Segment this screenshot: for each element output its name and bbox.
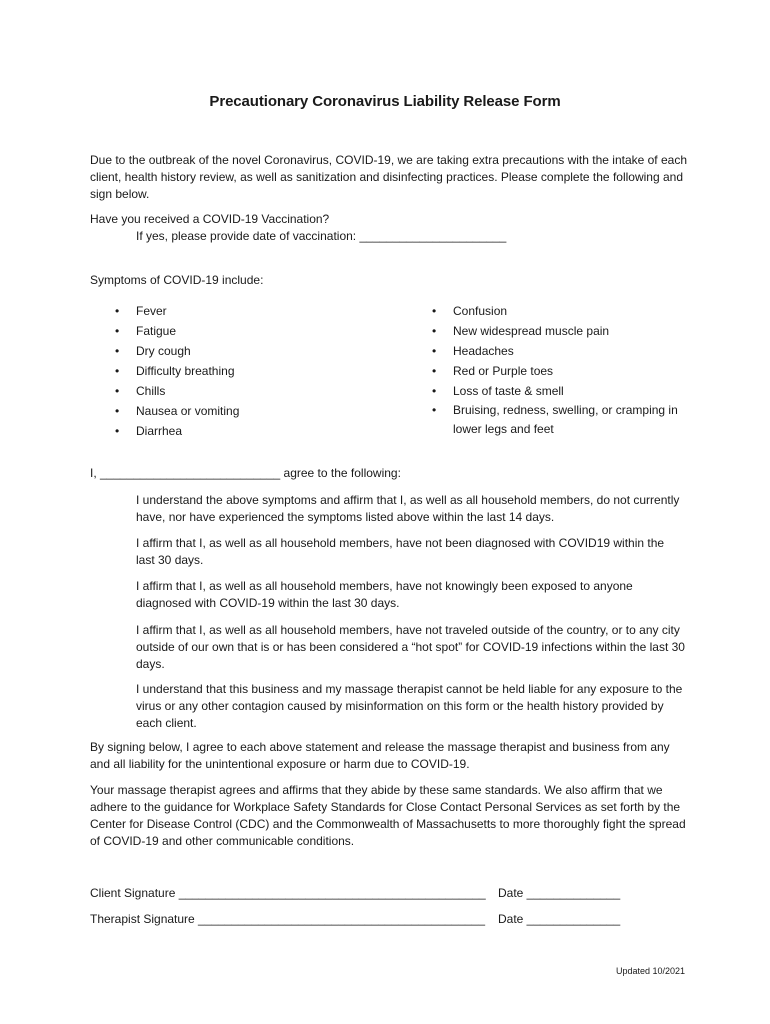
bullet-icon: •	[115, 324, 120, 338]
list-item: • Bruising, redness, swelling, or cramping in lower legs and feet	[432, 403, 678, 436]
bullet-icon: •	[115, 384, 120, 398]
bullet-icon: •	[115, 404, 120, 418]
list-item: • Confusion	[453, 301, 693, 321]
client-signature-line[interactable]: Client Signature ______________________________________________	[90, 886, 486, 900]
bullet-icon: •	[432, 384, 437, 398]
bullet-icon: •	[115, 304, 120, 318]
therapist-date-line[interactable]: Date ______________	[498, 912, 621, 926]
form-title: Precautionary Coronavirus Liability Release Form	[209, 93, 561, 110]
vaccination-date-line[interactable]: If yes, please provide date of vaccination: ______________________	[136, 229, 507, 243]
agree-line[interactable]: I, ___________________________ agree to the following:	[90, 466, 401, 480]
therapist-signature-line[interactable]: Therapist Signature ___________________________________________	[90, 912, 486, 926]
list-item: • Loss of taste & smell	[453, 381, 693, 401]
statement-1: I understand the above symptoms and affirm that I, as well as all household members, do not currently have, nor have experienced the symptoms listed above within the last 14 days.	[136, 493, 680, 524]
therapist-statement: Your massage therapist agrees and affirms that they abide by these same standards. We also affirm that we adhere to the guidance for Workplace Safety Standards for Close Contact Personal Services as set forth by the Center for Disease Control (CDC) and the Commonwealth of Massachusetts to more thoroughly fight the spread of COVID-19 and other communicable conditions.	[90, 783, 686, 848]
signing-statement: By signing below, I agree to each above statement and release the massage therapist and business from any and all liability for the unintentional exposure or harm due to COVID-19.	[90, 740, 670, 771]
vaccination-question: Have you received a COVID-19 Vaccination?	[90, 212, 330, 226]
list-item: • Difficulty breathing	[136, 361, 396, 381]
list-item: • Fatigue	[136, 321, 396, 341]
bullet-icon: •	[432, 364, 437, 378]
statement-5: I understand that this business and my massage therapist cannot be held liable for any exposure to the virus or any other contagion caused by misinformation on this form or the health history provided by each client.	[136, 682, 683, 730]
list-item: • Diarrhea	[136, 421, 396, 441]
statement-3: I affirm that I, as well as all household members, have not knowingly been exposed to anyone diagnosed with COVID-19 within the last 30 days.	[136, 579, 633, 610]
bullet-icon: •	[115, 344, 120, 358]
list-item: • Headaches	[453, 341, 693, 361]
list-item: • Chills	[136, 381, 396, 401]
updated-date: Updated 10/2021	[616, 966, 686, 976]
symptoms-list-left	[115, 301, 396, 441]
list-item: • Dry cough	[136, 341, 396, 361]
intro-paragraph: Due to the outbreak of the novel Coronavirus, COVID-19, we are taking extra precautions with the intake of each client, health history review, as well as sanitization and disinfecting practices. Please complete the following and sign below.	[90, 153, 687, 201]
symptoms-heading: Symptoms of COVID-19 include:	[90, 273, 264, 287]
symptoms-list-right	[432, 301, 693, 439]
list-item: • New widespread muscle pain	[453, 321, 693, 341]
bullet-icon: •	[432, 344, 437, 358]
list-item: • Fever	[136, 301, 396, 321]
bullet-icon: •	[115, 424, 120, 438]
statement-4: I affirm that I, as well as all household members, have not traveled outside of the country, or to any city outside of our own that is or has been considered a “hot spot” for COVID-19 infections within the last 30 days.	[136, 623, 685, 671]
list-item: • Red or Purple toes	[453, 361, 693, 381]
client-date-line[interactable]: Date ______________	[498, 886, 621, 900]
bullet-icon: •	[115, 364, 120, 378]
bullet-icon: •	[432, 403, 437, 417]
bullet-icon: •	[432, 304, 437, 318]
list-item: • Nausea or vomiting	[136, 401, 396, 421]
bullet-icon: •	[432, 324, 437, 338]
statement-2: I affirm that I, as well as all household members, have not been diagnosed with COVID19 within the last 30 days.	[136, 536, 665, 567]
